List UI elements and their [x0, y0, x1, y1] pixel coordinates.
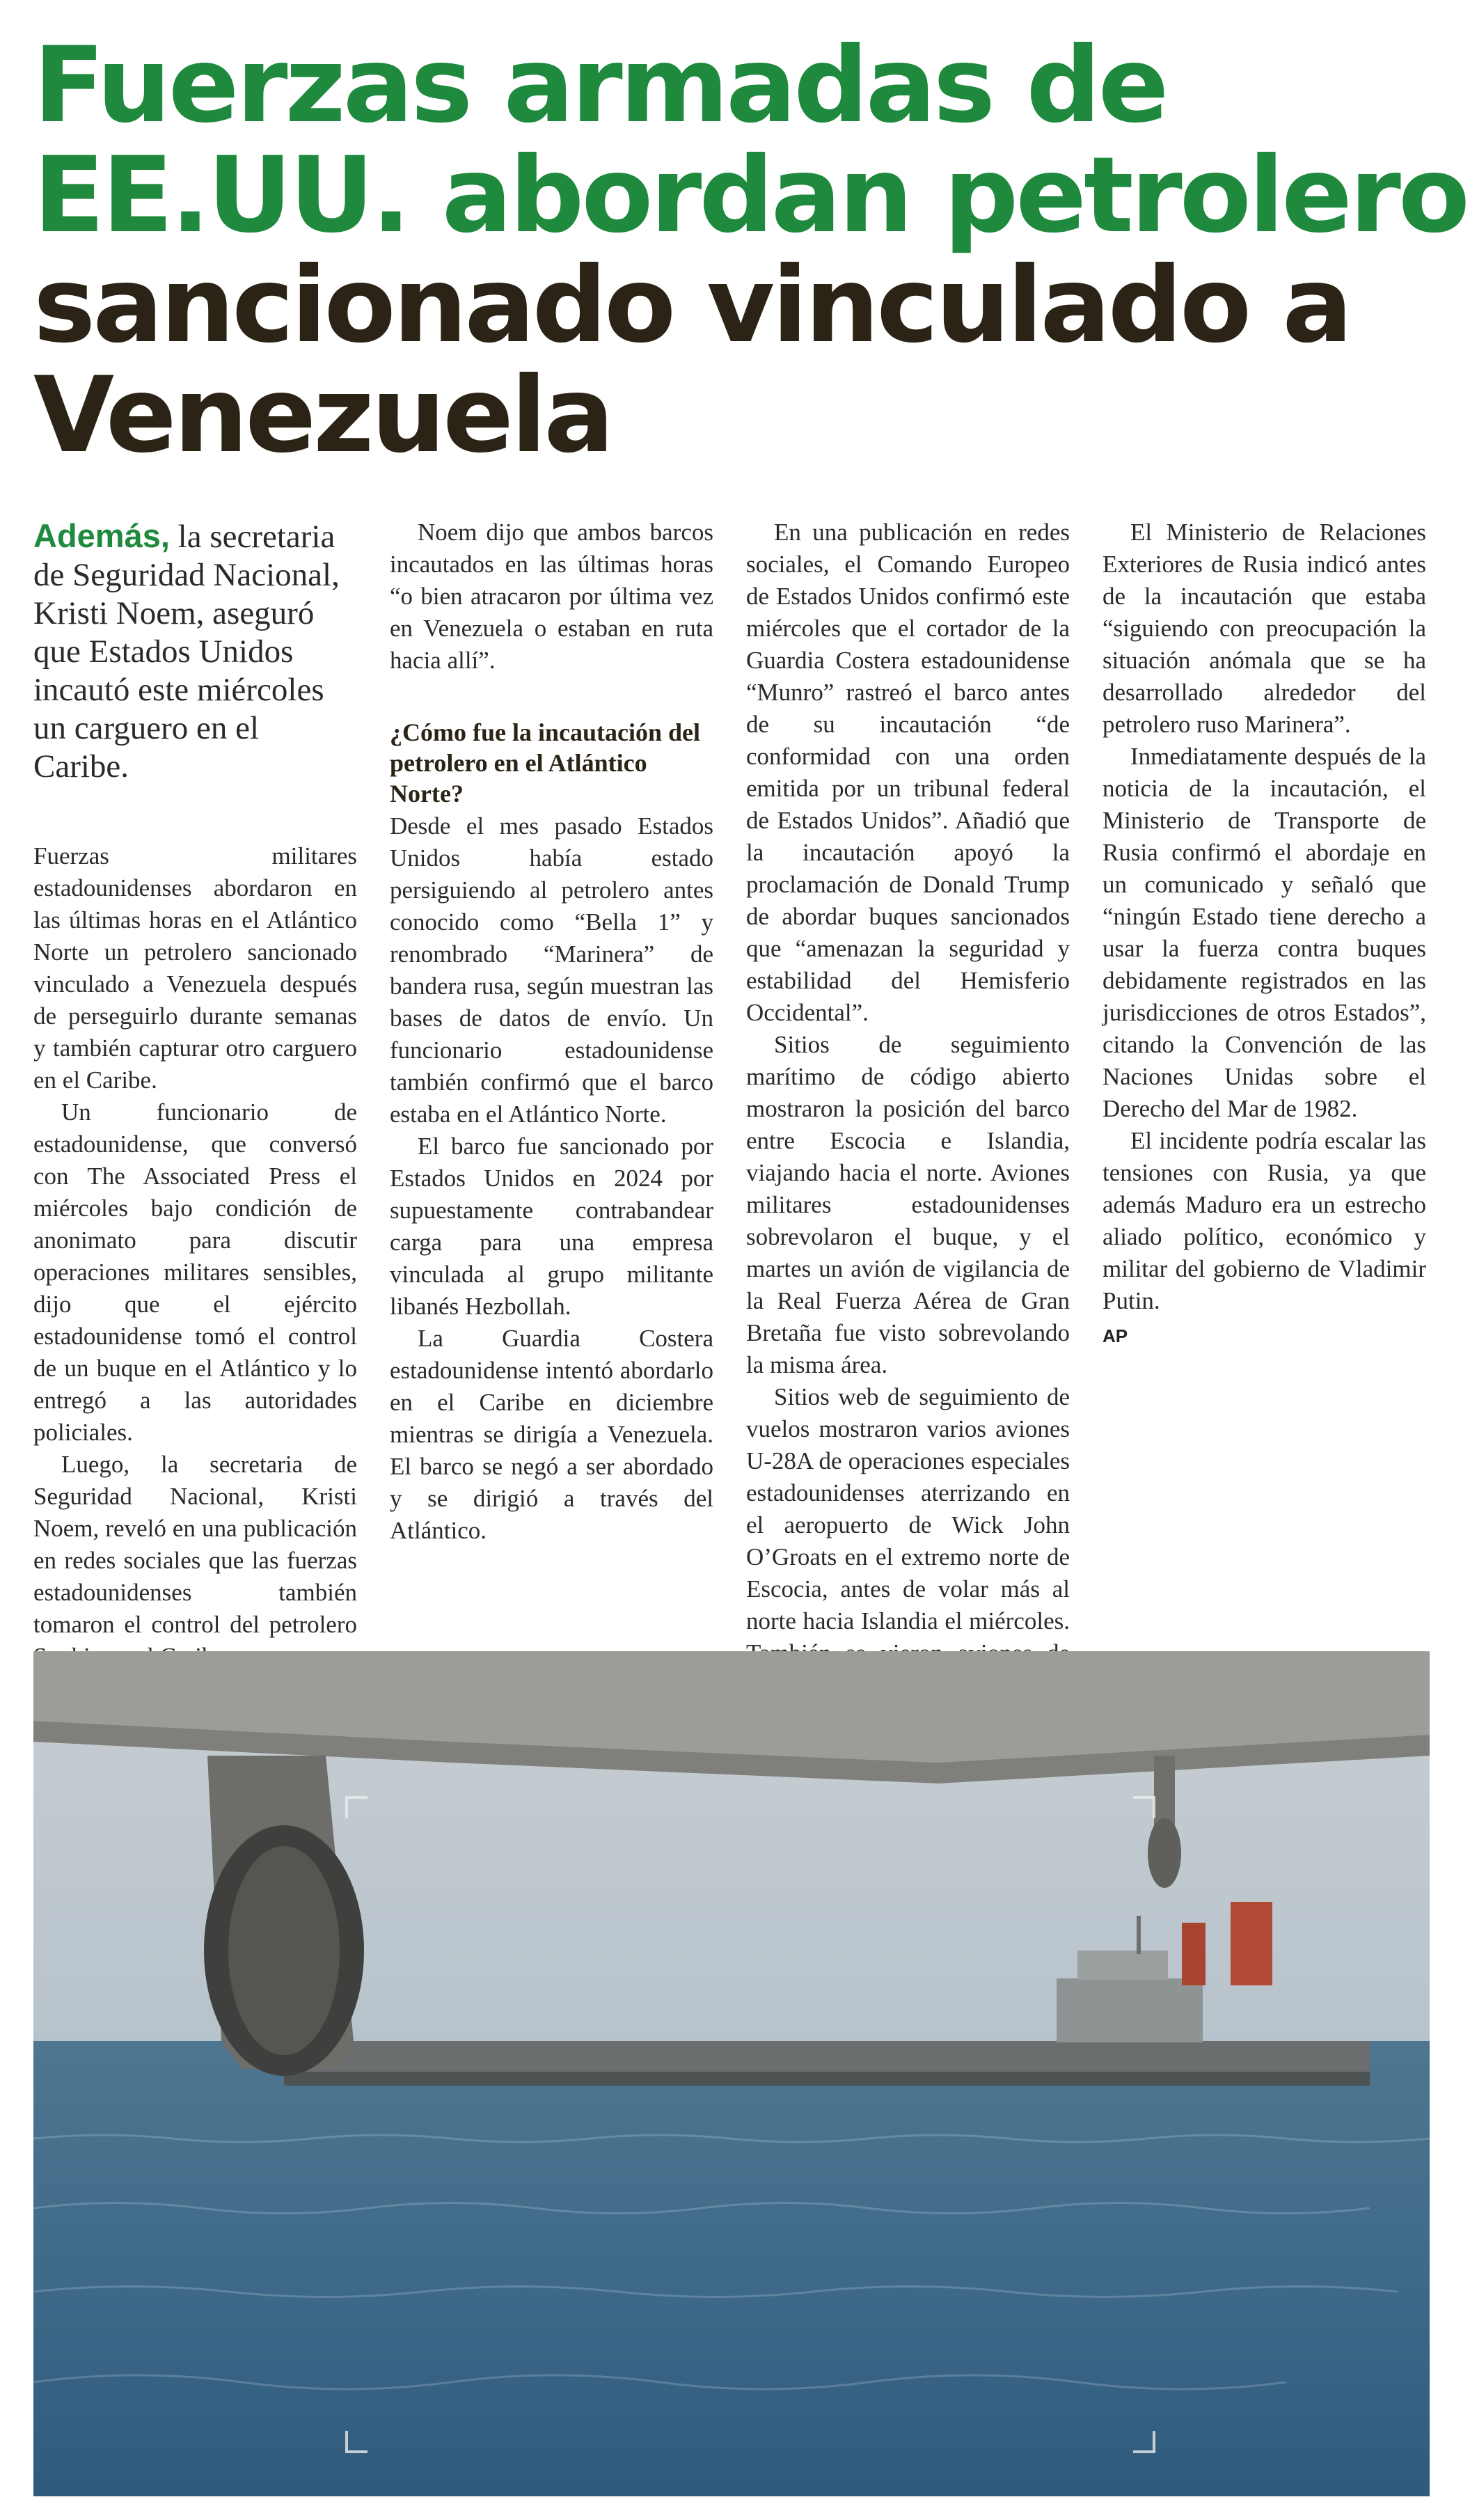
- body-paragraph: La Guardia Costera estadounidense intentó abordarlo en el Caribe en diciembre mientras se dirigía a Venezuela. El barco se negó a ser abordado y se dirigió a través del Atlántico.: [390, 1325, 713, 1544]
- body-paragraph: Un funcionario de estadounidense, que conversó con The Associated Press el miércoles bajo condición de anonimato para discutir operaciones militares sensibles, dijo que el ejército estadounidense tomó el control de un buque en el Atlántico y lo entregó a las autoridades policiales.: [33, 1098, 357, 1446]
- body-paragraph: Sitios web de seguimiento de vuelos mostraron varios aviones U-28A de operaciones especiales estadounidenses aterrizando en el aeropuerto de Wick John O’Groats en el extremo norte de Escocia, antes de volar más al norte hacia Islandia el miércoles.: [746, 1383, 1070, 1635]
- body-paragraph: El Ministerio de Relaciones Exteriores de Rusia indicó antes de la incautación que estaba “siguiendo con preocupación la situación anómala que se ha desarrollado alrededor del petrolero ruso Marinera”.: [1102, 519, 1426, 738]
- body-paragraph: En una publicación en redes sociales, el Comando Europeo de Estados Unidos confirmó este miércoles que el cortador de la Guardia Costera estadounidense “Munro” rastreó el barco antes de su incautación “de conformidad con una orden emitida por un tribunal federal de Estados Unidos”. Añadió que la incautación apoyó la proclamación de Donald Trump de abordar buques sancionados que “amenazan la seguridad y estabilidad del Hemisferio Occidental”.: [746, 519, 1070, 1026]
- article-column-4: [1102, 517, 1426, 1352]
- lead-paragraph: [33, 517, 357, 786]
- body-paragraph: El barco fue sancionado por Estados Unidos en 2024 por supuestamente contrabandear carga para una empresa vinculada al grupo militante libanés Hezbollah.: [390, 1133, 713, 1320]
- body-paragraph: Sitios de seguimiento marítimo de código abierto mostraron la posición del barco entre Escocia e Islandia, viajando hacia el norte. Aviones militares estadounidenses sobrevolaron el buque, y el martes un avión de vigilancia de la Real Fuerza Aérea de Gran Bretaña fue visto sobrevolando la misma área.: [746, 1031, 1070, 1378]
- section-subhead: ¿Cómo fue la incautación del petrolero en el Atlántico Norte?: [390, 718, 700, 808]
- article-column-2: [390, 517, 713, 1547]
- lead-text: la secretaria de Seguridad Nacional, Kristi Noem, aseguró que Estados Unidos incautó este miércoles un carguero en el Caribe.: [33, 519, 340, 785]
- headline-line-4: Venezuela: [33, 355, 612, 476]
- article-credit: AP: [1102, 1325, 1128, 1346]
- headline-line-1: Fuerzas armadas de: [33, 25, 1167, 146]
- article-column-1: [33, 517, 357, 1673]
- article-column-3: [746, 517, 1070, 1797]
- body-paragraph: Luego, la secretaria de Seguridad Nacional, Kristi Noem, reveló en una publicación en redes sociales que las fuerzas estadounidenses también tomaron el control del petrolero: [33, 1451, 357, 1638]
- headline-line-3: sancionado vinculado a: [33, 245, 1350, 366]
- lead-kicker: Además,: [33, 517, 170, 554]
- news-photo: [33, 1651, 1430, 2496]
- body-paragraph: Noem dijo que ambos barcos incautados en las últimas horas “o bien atracaron por última vez en Venezuela o estaban en ruta hacia allí”.: [390, 519, 713, 674]
- sea: [33, 2041, 1430, 2496]
- body-paragraph: Fuerzas militares estadounidenses abordaron en las últimas horas en el Atlántico Norte un petrolero sancionado vinculado a Venezuela después de perseguirlo durante semanas y también capturar otro carguero en el Caribe.: [33, 842, 357, 1094]
- headline: [33, 25, 1467, 476]
- body-paragraph: Inmediatamente después de la noticia de la incautación, el Ministerio de Transporte de Rusia confirmó el abordaje en un comunicado y señaló que “ningún Estado tiene derecho a usar la fuerza contra buques debidamente registrados en las jurisdicciones de otros Estados”, citando la Convención de las Naciones Unidas sobre el Derecho del Mar de 1982.: [1102, 743, 1426, 1122]
- body-paragraph: Desde el mes pasado Estados Unidos había estado persiguiendo al petrolero antes conocido como “Bella 1” y renombrado “Marinera” de bandera rusa, según muestran las bases de datos de envío. Un funcionario estadounidense también confirmó que el barco estaba en el Atlántico Norte.: [390, 812, 713, 1128]
- headline-line-2: EE.UU. abordan petrolero: [33, 135, 1467, 256]
- photo-illustration: [33, 1651, 1430, 2496]
- body-paragraph: El incidente podría escalar las tensiones con Rusia, ya que además Maduro era un estrecho aliado político, económico y militar del gobierno de Vladimir Putin.: [1102, 1127, 1426, 1314]
